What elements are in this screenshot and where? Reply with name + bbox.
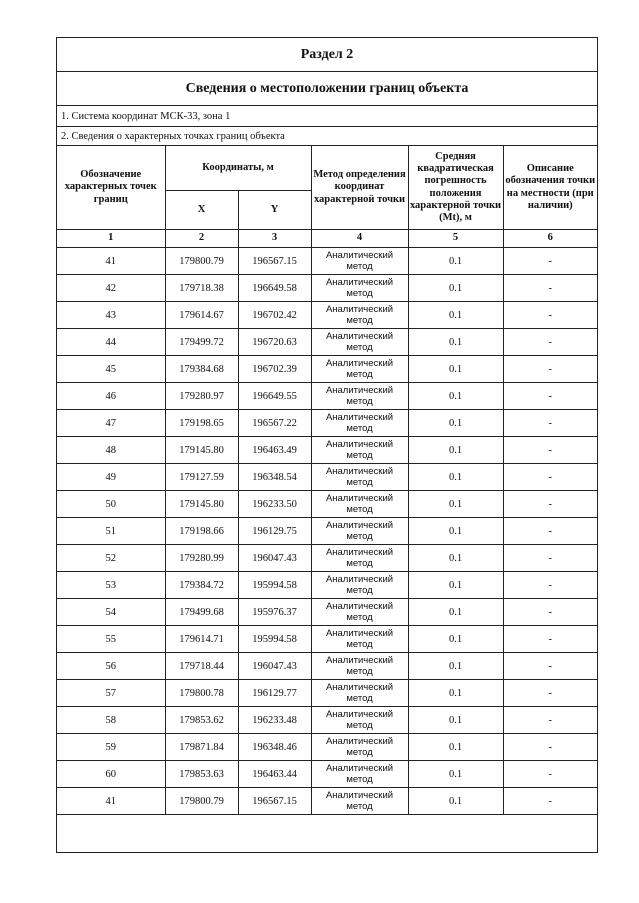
table-row [57, 761, 597, 788]
cell-x: 179127.59 [165, 464, 238, 491]
cell-point: 48 [57, 437, 165, 464]
cell-x: 179384.68 [165, 356, 238, 383]
cell-point: 45 [57, 356, 165, 383]
cell-description: - [503, 491, 597, 518]
table-row [57, 383, 597, 410]
cell-x: 179718.44 [165, 653, 238, 680]
cell-error: 0.1 [408, 518, 503, 545]
cell-error: 0.1 [408, 275, 503, 302]
points-caption: 2. Сведения о характерных точках границ объекта [57, 127, 597, 146]
cell-point: 58 [57, 707, 165, 734]
coordinate-system: 1. Система координат МСК-33, зона 1 [57, 106, 597, 127]
cell-point: 50 [57, 491, 165, 518]
cell-x: 179499.68 [165, 599, 238, 626]
table-row [57, 626, 597, 653]
header-designation: Обозначение характерных точек границ [57, 146, 165, 230]
cell-y: 195994.58 [238, 626, 311, 653]
cell-method: Аналитический метод [311, 275, 408, 302]
cell-error: 0.1 [408, 329, 503, 356]
cell-y: 196348.46 [238, 734, 311, 761]
cell-error: 0.1 [408, 464, 503, 491]
cell-point: 41 [57, 248, 165, 275]
table-row [57, 734, 597, 761]
cell-point: 47 [57, 410, 165, 437]
cell-error: 0.1 [408, 572, 503, 599]
cell-method: Аналитический метод [311, 437, 408, 464]
cell-description: - [503, 707, 597, 734]
cell-y: 196463.44 [238, 761, 311, 788]
cell-y: 196047.43 [238, 545, 311, 572]
cell-x: 179853.63 [165, 761, 238, 788]
table-row [57, 788, 597, 815]
cell-description: - [503, 599, 597, 626]
document-frame [56, 37, 598, 853]
cell-error: 0.1 [408, 599, 503, 626]
cell-method: Аналитический метод [311, 383, 408, 410]
cell-x: 179145.80 [165, 437, 238, 464]
cell-point: 54 [57, 599, 165, 626]
cell-description: - [503, 329, 597, 356]
column-number: 3 [238, 230, 311, 248]
table-row [57, 437, 597, 464]
cell-point: 60 [57, 761, 165, 788]
cell-method: Аналитический метод [311, 761, 408, 788]
cell-description: - [503, 761, 597, 788]
cell-x: 179280.97 [165, 383, 238, 410]
cell-y: 196348.54 [238, 464, 311, 491]
cell-description: - [503, 302, 597, 329]
section-title: Раздел 2 [57, 38, 597, 72]
column-number: 4 [311, 230, 408, 248]
cell-error: 0.1 [408, 707, 503, 734]
cell-description: - [503, 572, 597, 599]
cell-point: 57 [57, 680, 165, 707]
cell-error: 0.1 [408, 491, 503, 518]
cell-error: 0.1 [408, 761, 503, 788]
column-number: 2 [165, 230, 238, 248]
table-row [57, 356, 597, 383]
cell-error: 0.1 [408, 653, 503, 680]
cell-description: - [503, 788, 597, 815]
header-x: X [165, 191, 238, 230]
cell-point: 53 [57, 572, 165, 599]
cell-method: Аналитический метод [311, 734, 408, 761]
header-error: Средняя квадратическая погрешность положения характерной точки (Mt), м [408, 146, 503, 230]
cell-x: 179384.72 [165, 572, 238, 599]
cell-description: - [503, 437, 597, 464]
cell-method: Аналитический метод [311, 707, 408, 734]
cell-description: - [503, 680, 597, 707]
cell-method: Аналитический метод [311, 302, 408, 329]
table-row [57, 707, 597, 734]
table-row [57, 653, 597, 680]
cell-description: - [503, 383, 597, 410]
cell-description: - [503, 356, 597, 383]
column-number: 6 [503, 230, 597, 248]
cell-point: 46 [57, 383, 165, 410]
cell-description: - [503, 626, 597, 653]
table-row [57, 545, 597, 572]
cell-description: - [503, 410, 597, 437]
cell-method: Аналитический метод [311, 410, 408, 437]
table-row [57, 248, 597, 275]
table-row [57, 518, 597, 545]
cell-method: Аналитический метод [311, 248, 408, 275]
table-row [57, 599, 597, 626]
cell-method: Аналитический метод [311, 545, 408, 572]
boundary-points-table [57, 146, 597, 815]
cell-point: 55 [57, 626, 165, 653]
table-row [57, 302, 597, 329]
column-number: 1 [57, 230, 165, 248]
column-number: 5 [408, 230, 503, 248]
cell-description: - [503, 464, 597, 491]
cell-point: 49 [57, 464, 165, 491]
header-method: Метод определения координат характерной точки [311, 146, 408, 230]
cell-x: 179853.62 [165, 707, 238, 734]
cell-error: 0.1 [408, 788, 503, 815]
cell-x: 179800.79 [165, 788, 238, 815]
cell-description: - [503, 275, 597, 302]
cell-description: - [503, 545, 597, 572]
cell-x: 179718.38 [165, 275, 238, 302]
cell-point: 51 [57, 518, 165, 545]
cell-method: Аналитический метод [311, 599, 408, 626]
cell-y: 196649.55 [238, 383, 311, 410]
cell-error: 0.1 [408, 680, 503, 707]
cell-error: 0.1 [408, 302, 503, 329]
cell-error: 0.1 [408, 356, 503, 383]
cell-x: 179800.78 [165, 680, 238, 707]
cell-y: 196567.15 [238, 248, 311, 275]
cell-point: 42 [57, 275, 165, 302]
cell-y: 196233.48 [238, 707, 311, 734]
cell-y: 196649.58 [238, 275, 311, 302]
cell-method: Аналитический метод [311, 491, 408, 518]
document-title: Сведения о местоположении границ объекта [57, 72, 597, 106]
table-row [57, 680, 597, 707]
cell-error: 0.1 [408, 545, 503, 572]
cell-method: Аналитический метод [311, 680, 408, 707]
cell-point: 41 [57, 788, 165, 815]
cell-description: - [503, 518, 597, 545]
cell-y: 196567.22 [238, 410, 311, 437]
cell-x: 179280.99 [165, 545, 238, 572]
cell-method: Аналитический метод [311, 464, 408, 491]
header-y: Y [238, 191, 311, 230]
cell-y: 195976.37 [238, 599, 311, 626]
cell-description: - [503, 734, 597, 761]
cell-y: 196129.75 [238, 518, 311, 545]
cell-y: 196463.49 [238, 437, 311, 464]
table-row [57, 491, 597, 518]
cell-x: 179871.84 [165, 734, 238, 761]
cell-y: 196233.50 [238, 491, 311, 518]
cell-method: Аналитический метод [311, 572, 408, 599]
cell-point: 43 [57, 302, 165, 329]
table-row [57, 275, 597, 302]
cell-method: Аналитический метод [311, 653, 408, 680]
cell-y: 196129.77 [238, 680, 311, 707]
cell-y: 195994.58 [238, 572, 311, 599]
cell-y: 196720.63 [238, 329, 311, 356]
cell-error: 0.1 [408, 248, 503, 275]
cell-y: 196702.39 [238, 356, 311, 383]
cell-x: 179499.72 [165, 329, 238, 356]
cell-error: 0.1 [408, 437, 503, 464]
header-coordinates: Координаты, м [165, 146, 311, 191]
cell-error: 0.1 [408, 626, 503, 653]
cell-x: 179614.67 [165, 302, 238, 329]
cell-x: 179198.66 [165, 518, 238, 545]
cell-point: 56 [57, 653, 165, 680]
cell-method: Аналитический метод [311, 518, 408, 545]
cell-point: 52 [57, 545, 165, 572]
cell-method: Аналитический метод [311, 788, 408, 815]
table-row [57, 572, 597, 599]
cell-x: 179800.79 [165, 248, 238, 275]
cell-y: 196702.42 [238, 302, 311, 329]
cell-x: 179145.80 [165, 491, 238, 518]
cell-description: - [503, 653, 597, 680]
cell-y: 196047.43 [238, 653, 311, 680]
cell-method: Аналитический метод [311, 626, 408, 653]
cell-error: 0.1 [408, 734, 503, 761]
cell-description: - [503, 248, 597, 275]
cell-x: 179614.71 [165, 626, 238, 653]
cell-error: 0.1 [408, 383, 503, 410]
cell-x: 179198.65 [165, 410, 238, 437]
cell-method: Аналитический метод [311, 329, 408, 356]
header-description: Описание обозначения точки на местности (при наличии) [503, 146, 597, 230]
table-body [57, 248, 597, 815]
table-row [57, 464, 597, 491]
cell-point: 44 [57, 329, 165, 356]
cell-method: Аналитический метод [311, 356, 408, 383]
cell-y: 196567.15 [238, 788, 311, 815]
table-row [57, 329, 597, 356]
table-row [57, 410, 597, 437]
cell-error: 0.1 [408, 410, 503, 437]
cell-point: 59 [57, 734, 165, 761]
